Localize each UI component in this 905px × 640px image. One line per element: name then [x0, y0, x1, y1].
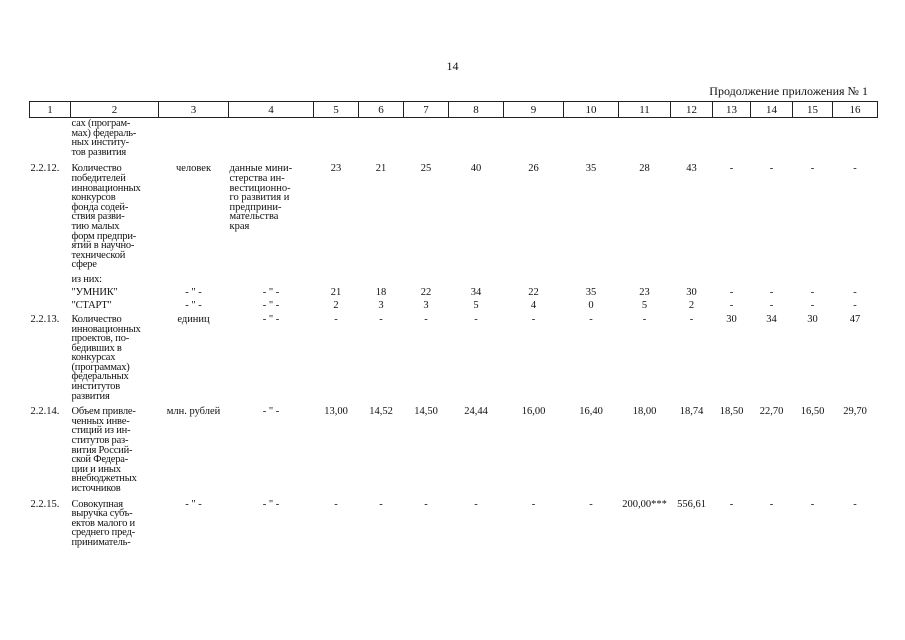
unit-cell — [159, 118, 229, 162]
indicator-name: Количество победителей инновационных конкурсов фонда содей- ствия разви- тию малых форм предпри- ятий в научно- технической сфере — [71, 163, 141, 271]
value-cell: 18,00 — [632, 406, 657, 418]
value-cell: - — [334, 498, 338, 510]
table-row — [30, 161, 878, 273]
column-header-4: 4 — [229, 102, 314, 118]
value-cell — [671, 273, 713, 286]
value-cell: - — [689, 313, 694, 325]
value-cell: - — [729, 498, 734, 510]
value-cell: - — [853, 163, 857, 175]
value-cell: 200,00*** — [622, 498, 667, 510]
indicator-name: из них: — [71, 273, 102, 285]
value-cell: 34 — [470, 286, 482, 298]
value-cell: 28 — [639, 163, 650, 175]
table-row — [30, 312, 878, 404]
value-cell: - — [810, 498, 815, 510]
column-header-10: 10 — [564, 102, 619, 118]
source-cell: данные мини- стерства ин- вестиционно- го развития и предприни- мательства края — [229, 163, 293, 232]
column-header-11: 11 — [619, 102, 671, 118]
value-cell: 3 — [423, 299, 429, 311]
indicators-table — [29, 101, 878, 551]
value-cell: - — [474, 498, 478, 510]
value-cell: 35 — [585, 163, 597, 175]
value-cell: 22 — [420, 286, 432, 298]
value-cell: 556,61 — [677, 498, 706, 510]
page-number: 14 — [446, 59, 459, 73]
value-cell: - — [769, 498, 774, 510]
value-cell — [504, 273, 564, 286]
source-cell — [229, 273, 314, 286]
header-row — [30, 102, 878, 118]
value-cell: - — [379, 313, 383, 325]
table-row — [30, 118, 878, 162]
value-cell: 22,70 — [759, 406, 784, 418]
value-cell: - — [474, 313, 478, 325]
value-cell: - — [769, 163, 774, 175]
value-cell: - — [853, 286, 857, 298]
indicator-name: Совокупная выручка субъ- ектов малого и среднего пред- приниматель- — [71, 498, 135, 548]
value-cell — [793, 118, 833, 162]
value-cell: 47 — [849, 313, 861, 325]
value-cell: 5 — [473, 299, 479, 311]
source-cell: - " - — [262, 313, 280, 325]
value-cell: 18,74 — [679, 406, 704, 418]
value-cell — [564, 273, 619, 286]
unit-cell: единиц — [177, 313, 210, 325]
value-cell: 35 — [585, 286, 597, 298]
value-cell: 18,50 — [719, 406, 744, 418]
column-header-6: 6 — [359, 102, 404, 118]
unit-cell: человек — [175, 163, 212, 175]
value-cell — [404, 273, 449, 286]
column-header-2: 2 — [71, 102, 159, 118]
column-header-16: 16 — [833, 102, 878, 118]
value-cell: 2 — [688, 299, 695, 311]
column-header-12: 12 — [671, 102, 713, 118]
value-cell: 4 — [530, 299, 537, 311]
value-cell: - — [729, 286, 734, 298]
value-cell: 16,00 — [521, 406, 546, 418]
column-header-7: 7 — [404, 102, 449, 118]
row-index — [30, 118, 71, 162]
unit-cell: - " - — [185, 286, 202, 298]
value-cell — [619, 118, 671, 162]
value-cell — [404, 118, 449, 162]
value-cell: - — [729, 299, 734, 311]
value-cell: 16,50 — [800, 406, 825, 418]
value-cell: 21 — [330, 286, 342, 298]
value-cell: - — [769, 286, 774, 298]
value-cell: 3 — [378, 299, 384, 311]
value-cell: 34 — [766, 313, 777, 325]
value-cell: 14,50 — [414, 406, 438, 418]
source-cell: - " - — [262, 498, 280, 510]
value-cell: - — [424, 313, 428, 325]
value-cell: 0 — [588, 299, 594, 311]
value-cell: - — [853, 498, 857, 510]
value-cell — [504, 118, 564, 162]
indicator-name: Объем привле- ченных инве- стиций из ин- ститутов раз- вития Россий- ской Федера- ции и иных внебюджетных источников — [71, 406, 137, 494]
source-cell: - " - — [262, 299, 280, 311]
value-cell: 23 — [330, 163, 342, 175]
row-index — [30, 273, 71, 286]
continuation-caption: Продолжение приложения № 1 — [709, 84, 868, 98]
value-cell: - — [810, 299, 815, 311]
value-cell: - — [729, 163, 734, 175]
value-cell: - — [531, 498, 536, 510]
column-header-14: 14 — [751, 102, 793, 118]
value-cell — [751, 273, 793, 286]
source-cell: - " - — [262, 406, 280, 418]
value-cell: 5 — [641, 299, 648, 311]
value-cell: - — [424, 498, 428, 510]
column-header-1: 1 — [30, 102, 71, 118]
row-index: 2.2.14. — [30, 406, 60, 418]
value-cell: - — [379, 498, 383, 510]
value-cell: - — [853, 299, 857, 311]
value-cell: - — [810, 286, 815, 298]
value-cell — [359, 118, 404, 162]
unit-cell: млн. рублей — [166, 406, 221, 418]
indicator-name: сах (програм- мах) федераль- ных институ- тов развития — [71, 118, 137, 158]
value-cell: - — [589, 498, 593, 510]
value-cell: 25 — [420, 163, 432, 175]
value-cell — [713, 118, 751, 162]
source-cell — [229, 118, 314, 162]
value-cell — [314, 273, 359, 286]
value-cell — [359, 273, 404, 286]
column-header-3: 3 — [159, 102, 229, 118]
value-cell: - — [810, 163, 815, 175]
value-cell — [793, 273, 833, 286]
unit-cell: - " - — [185, 299, 202, 311]
value-cell: 13,00 — [324, 406, 348, 418]
value-cell: - — [334, 313, 338, 325]
value-cell: 29,70 — [843, 406, 867, 418]
value-cell: 24,44 — [464, 406, 488, 418]
unit-cell: - " - — [185, 498, 202, 510]
table-row — [30, 273, 878, 286]
value-cell: 23 — [639, 286, 650, 298]
value-cell — [713, 273, 751, 286]
value-cell — [449, 273, 504, 286]
column-header-9: 9 — [504, 102, 564, 118]
value-cell — [564, 118, 619, 162]
indicator-name: Количество инновационных проектов, по- бедивших в конкурсах (программах) федеральных институтов развития — [71, 313, 141, 402]
value-cell — [449, 118, 504, 162]
value-cell — [619, 273, 671, 286]
table-row — [30, 286, 878, 299]
row-index: 2.2.15. — [30, 498, 60, 510]
value-cell: 43 — [686, 163, 697, 175]
value-cell — [751, 118, 793, 162]
value-cell: - — [769, 299, 774, 311]
table-row — [30, 404, 878, 496]
table-row — [30, 299, 878, 312]
value-cell: - — [531, 313, 536, 325]
value-cell: 14,52 — [369, 406, 393, 418]
table-row — [30, 497, 878, 551]
value-cell: 40 — [470, 163, 482, 175]
column-header-13: 13 — [713, 102, 751, 118]
row-index: 2.2.13. — [30, 313, 60, 325]
value-cell: 18 — [375, 286, 387, 298]
value-cell: 30 — [726, 313, 737, 325]
value-cell — [671, 118, 713, 162]
column-header-15: 15 — [793, 102, 833, 118]
indicator-name: "СТАРТ" — [71, 299, 112, 311]
value-cell — [314, 118, 359, 162]
unit-cell — [159, 273, 229, 286]
value-cell: 26 — [528, 163, 539, 175]
row-index — [30, 299, 71, 312]
value-cell: - — [589, 313, 593, 325]
indicator-name: "УМНИК" — [71, 286, 118, 298]
value-cell: 2 — [333, 299, 339, 311]
value-cell: - — [642, 313, 647, 325]
row-index: 2.2.12. — [30, 163, 60, 175]
value-cell: 22 — [528, 286, 539, 298]
value-cell — [833, 118, 878, 162]
source-cell: - " - — [262, 286, 280, 298]
column-header-8: 8 — [449, 102, 504, 118]
row-index — [30, 286, 71, 299]
column-header-5: 5 — [314, 102, 359, 118]
value-cell: 30 — [807, 313, 818, 325]
value-cell: 16,40 — [579, 406, 603, 418]
value-cell: 21 — [375, 163, 387, 175]
value-cell — [833, 273, 878, 286]
value-cell: 30 — [686, 286, 697, 298]
